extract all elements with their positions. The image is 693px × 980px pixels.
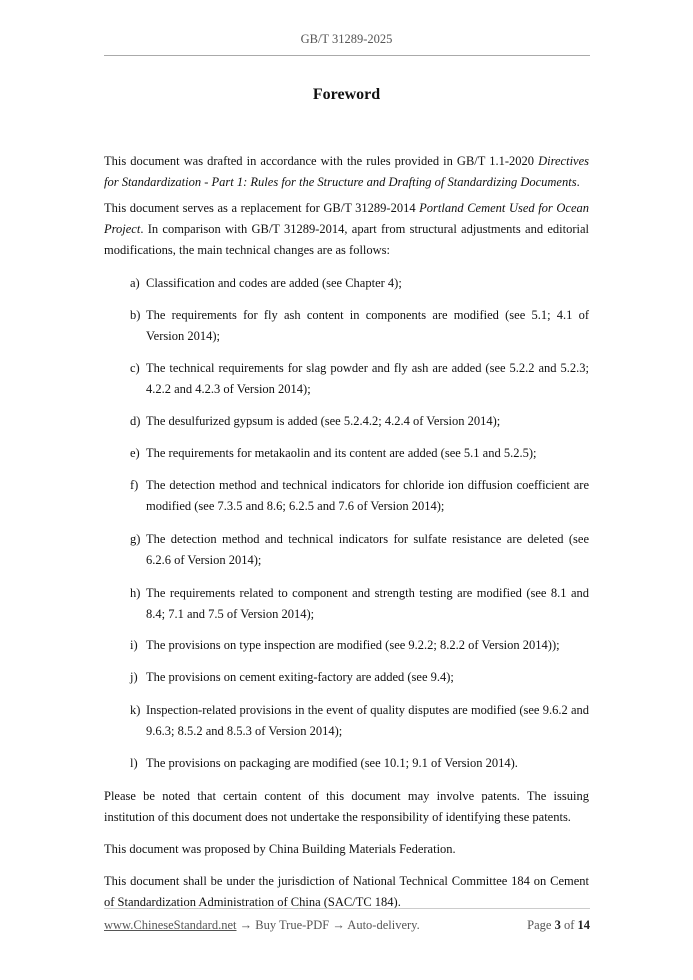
list-item: [130, 583, 589, 625]
list-item: [130, 700, 589, 742]
footer-promo: → Buy True-PDF → Auto-delivery.: [236, 918, 420, 932]
page-title: Foreword: [312, 86, 381, 103]
list-text: The provisions on cement exiting-factory are added (see 9.4);: [146, 670, 454, 684]
list-label: b): [130, 308, 141, 322]
paragraph-drafting-rules: This document was drafted in accordance with the rules provided in GB/T 1.1-2020 Directives for Standardization - Part 1: Rules for the Structure and Drafting of Standardizing Documents.: [104, 154, 589, 189]
list-item: [130, 443, 589, 464]
header-divider: [104, 55, 590, 56]
paragraph-replacement: This document serves as a replacement for GB/T 31289-2014 Portland Cement Used for Ocean Project. In comparison with GB/T 31289-2014, apart from structural adjustments and editorial modifications, the main technical changes are as follows:: [104, 201, 589, 257]
list-item: [130, 358, 589, 400]
list-label: e): [130, 446, 140, 460]
list-text: The desulfurized gypsum is added (see 5.2.4.2; 4.2.4 of Version 2014);: [146, 414, 501, 428]
running-header: GB/T 31289-2025: [300, 32, 393, 46]
list-label: c): [130, 361, 140, 375]
paragraph-patents: Please be noted that certain content of this document may involve patents. The issuing institution of this document does not undertake the responsibility of identifying these patents.: [104, 789, 589, 824]
list-label: i): [130, 638, 138, 652]
list-label: l): [130, 756, 138, 770]
list-text: The detection method and technical indicators for sulfate resistance are deleted (see 6.2.6 of Version 2014);: [146, 532, 589, 567]
list-item: [130, 273, 589, 294]
list-label: k): [130, 703, 141, 717]
list-item: [130, 411, 589, 432]
list-item: [130, 635, 589, 656]
footer-divider: [104, 908, 590, 909]
list-item: [130, 475, 589, 517]
list-text: The technical requirements for slag powder and fly ash are added (see 5.2.2 and 5.2.3; 4.2.2 and 4.2.3 of Version 2014);: [146, 361, 589, 396]
list-item: [130, 667, 589, 688]
list-text: The requirements for fly ash content in components are modified (see 5.1; 4.1 of Version 2014);: [146, 308, 589, 343]
list-label: h): [130, 586, 141, 600]
website-link[interactable]: www.ChineseStandard.net: [104, 918, 237, 932]
list-label: d): [130, 414, 141, 428]
paragraph-jurisdiction: This document shall be under the jurisdiction of National Technical Committee 184 on Cement of Standardization Administration of China (SAC/TC 184).: [104, 874, 589, 909]
list-text: Inspection-related provisions in the event of quality disputes are modified (see 9.6.2 and 9.6.3; 8.5.2 and 8.5.3 of Version 2014);: [146, 703, 589, 738]
list-text: The requirements related to component and strength testing are modified (see 8.1 and 8.4; 7.1 and 7.5 of Version 2014);: [146, 586, 589, 621]
list-label: g): [130, 532, 141, 546]
list-text: The provisions on packaging are modified (see 10.1; 9.1 of Version 2014).: [146, 756, 518, 770]
paragraph-proposer: This document was proposed by China Building Materials Federation.: [104, 842, 456, 856]
list-label: a): [130, 276, 140, 290]
list-item: [130, 753, 589, 774]
list-item: [130, 305, 589, 347]
list-text: Classification and codes are added (see Chapter 4);: [146, 276, 402, 290]
list-label: j): [130, 670, 138, 684]
list-text: The provisions on type inspection are modified (see 9.2.2; 8.2.2 of Version 2014));: [146, 638, 560, 652]
list-item: [130, 529, 589, 571]
page-footer: [104, 918, 590, 933]
page-number: Page 3 of 14: [527, 918, 590, 932]
list-text: The detection method and technical indicators for chloride ion diffusion coefficient are modified (see 7.3.5 and 8.6; 6.2.5 and 7.6 of Version 2014);: [146, 478, 589, 513]
list-text: The requirements for metakaolin and its content are added (see 5.1 and 5.2.5);: [146, 446, 537, 460]
list-label: f): [130, 478, 139, 492]
